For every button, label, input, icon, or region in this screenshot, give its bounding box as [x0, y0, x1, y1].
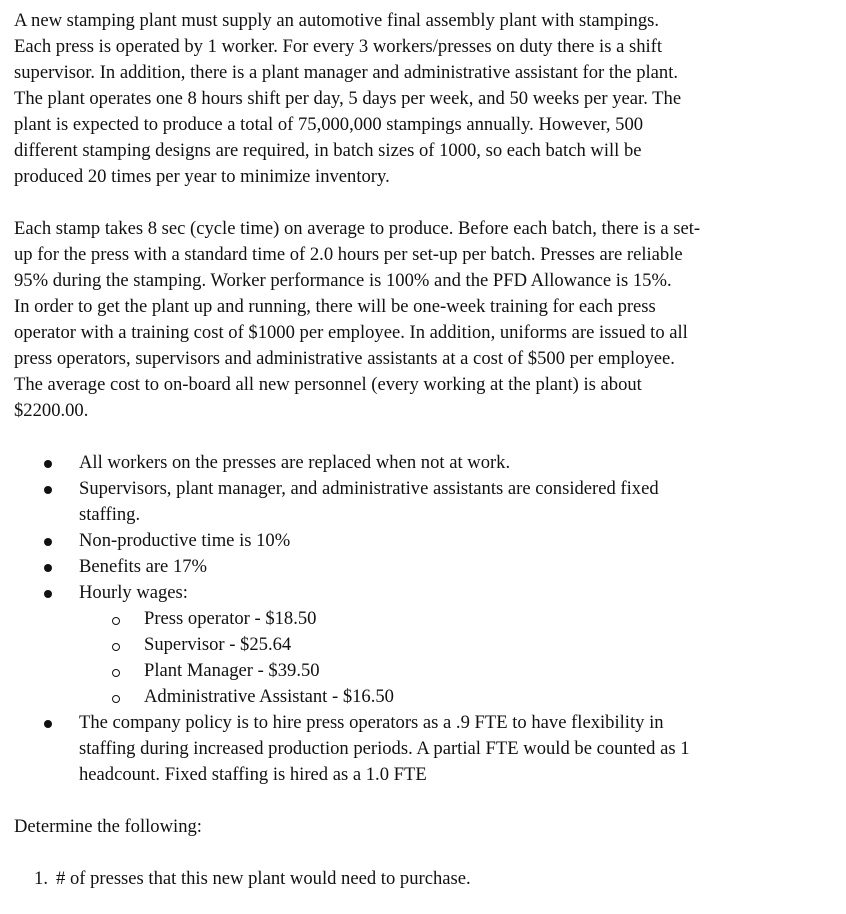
wage-item [14, 632, 804, 658]
list-item-text: The company policy is to hire press operators as a .9 FTE to have flexibility in [79, 712, 664, 733]
assumptions-list [14, 450, 804, 788]
list-item-text: staffing during increased production periods. A partial FTE would be counted as 1 [79, 738, 690, 759]
text-line: 95% during the stamping. Worker performance is 100% and the PFD Allowance is 15%. [14, 270, 672, 291]
text-line: $2200.00. [14, 400, 89, 421]
circle-bullet-icon [112, 669, 120, 677]
wage-item [14, 606, 804, 632]
text-line: operator with a training cost of $1000 per employee. In addition, uniforms are issued to all [14, 322, 688, 343]
paragraph-process-details [14, 216, 804, 424]
text-line: up for the press with a standard time of 2.0 hours per set-up per batch. Presses are reliable [14, 244, 683, 265]
paragraph-spacer [14, 840, 804, 866]
text-line: different stamping designs are required, in batch sizes of 1000, so each batch will be [14, 140, 642, 161]
text-line: The plant operates one 8 hours shift per day, 5 days per week, and 50 weeks per year. The [14, 88, 682, 109]
determine-heading: Determine the following: [14, 816, 202, 837]
bullet-icon [44, 590, 52, 598]
text-line: plant is expected to produce a total of 75,000,000 stampings annually. However, 500 [14, 114, 644, 135]
wage-text: Administrative Assistant - $16.50 [144, 686, 394, 707]
text-line: In order to get the plant up and running, there will be one-week training for each press [14, 296, 656, 317]
list-item-text: Hourly wages: [79, 582, 188, 603]
circle-bullet-icon [112, 695, 120, 703]
bullet-icon [44, 460, 52, 468]
text-line: press operators, supervisors and administrative assistants at a cost of $500 per employee. [14, 348, 675, 369]
bullet-icon [44, 486, 52, 494]
document-page [14, 8, 804, 892]
question-number: 1. [34, 868, 48, 889]
text-line: The average cost to on-board all new personnel (every working at the plant) is about [14, 374, 642, 395]
circle-bullet-icon [112, 617, 120, 625]
paragraph-plant-overview [14, 8, 804, 190]
list-item [14, 554, 804, 580]
wage-text: Supervisor - $25.64 [144, 634, 292, 655]
wage-text: Plant Manager - $39.50 [144, 660, 320, 681]
wages-sublist [14, 606, 804, 710]
list-item-text: staffing. [79, 504, 141, 525]
bullet-icon [44, 720, 52, 728]
circle-bullet-icon [112, 643, 120, 651]
text-line: produced 20 times per year to minimize inventory. [14, 166, 390, 187]
list-item [14, 710, 804, 788]
list-item-text: Non-productive time is 10% [79, 530, 291, 551]
text-line: Each press is operated by 1 worker. For every 3 workers/presses on duty there is a shift [14, 36, 663, 57]
text-line: Each stamp takes 8 sec (cycle time) on average to produce. Before each batch, there is a set- [14, 218, 701, 239]
list-item-text: All workers on the presses are replaced when not at work. [79, 452, 511, 473]
list-item [14, 580, 804, 710]
text-line: supervisor. In addition, there is a plant manager and administrative assistant for the plant. [14, 62, 679, 83]
bullet-icon [44, 538, 52, 546]
bullet-icon [44, 564, 52, 572]
questions-list [14, 866, 804, 892]
question-item [14, 866, 804, 892]
list-item-text: Supervisors, plant manager, and administrative assistants are considered fixed [79, 478, 659, 499]
list-item-text: headcount. Fixed staffing is hired as a 1.0 FTE [79, 764, 427, 785]
list-item [14, 450, 804, 476]
wage-text: Press operator - $18.50 [144, 608, 317, 629]
list-item [14, 528, 804, 554]
text-line: A new stamping plant must supply an automotive final assembly plant with stampings. [14, 10, 660, 31]
list-item-text: Benefits are 17% [79, 556, 208, 577]
list-item [14, 476, 804, 528]
wage-item [14, 684, 804, 710]
question-text: # of presses that this new plant would need to purchase. [56, 868, 471, 889]
paragraph-spacer [14, 788, 804, 814]
paragraph-spacer [14, 424, 804, 450]
paragraph-spacer [14, 190, 804, 216]
wage-item [14, 658, 804, 684]
